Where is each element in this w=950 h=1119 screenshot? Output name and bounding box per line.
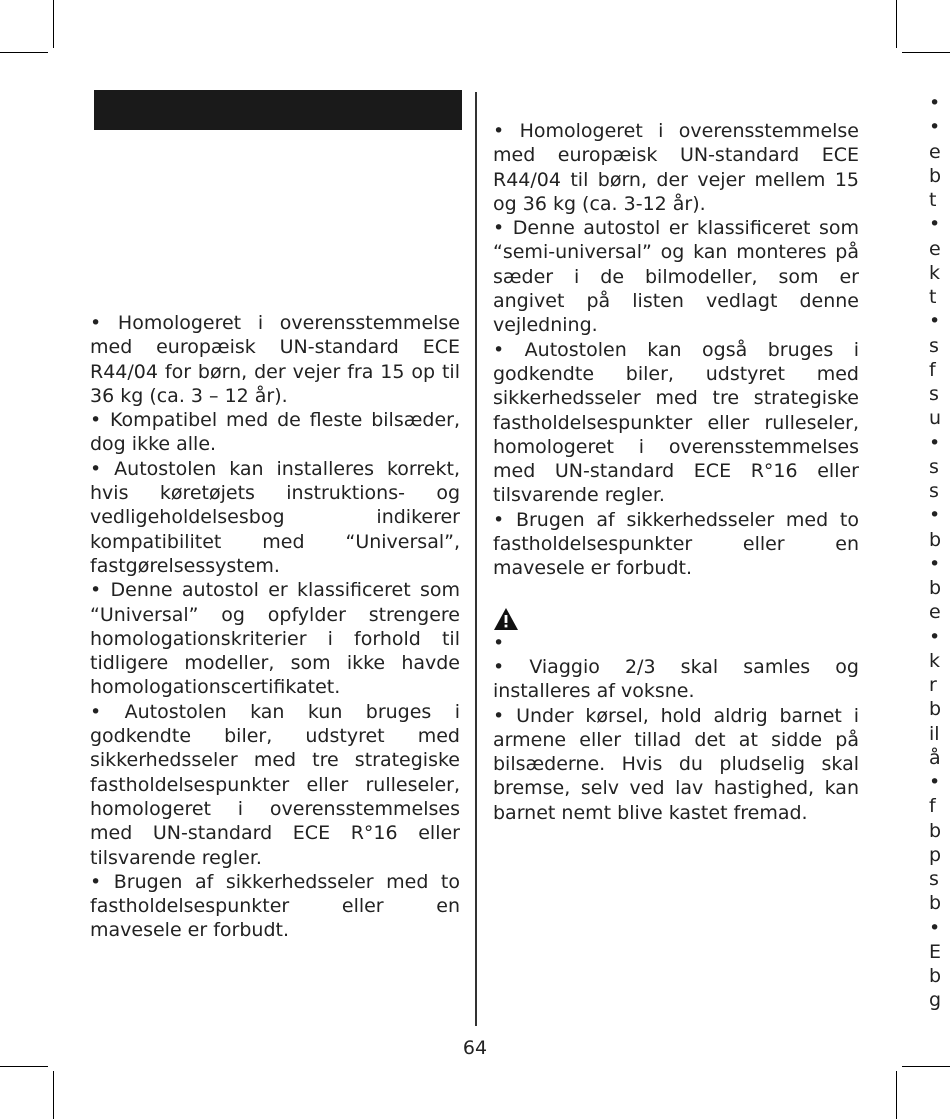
edge-line: • — [929, 431, 941, 454]
edge-line: k — [929, 649, 941, 672]
edge-line: • — [929, 771, 941, 793]
edge-line: e — [929, 140, 941, 163]
edge-line: • — [929, 116, 941, 139]
edge-line: s — [929, 480, 939, 502]
edge-line: b — [929, 965, 942, 987]
column-divider — [475, 92, 477, 1026]
assembly-note: • Viaggio 2/3 skal samles og installeres af voksne. — [493, 655, 859, 703]
edge-line: • — [929, 552, 941, 575]
right-paragraph-4: • Brugen af sikkerhedsseler med to fastholdelsespunkter eller en mavesele er forbudt. — [493, 508, 859, 580]
left-column — [90, 311, 460, 943]
warning-triangle-icon — [493, 607, 859, 631]
crop-mark-bottom-right-h — [902, 1066, 950, 1067]
edge-line: å — [929, 746, 941, 769]
next-page-edge-text — [929, 91, 950, 1013]
edge-line: b — [929, 577, 942, 599]
edge-line: • — [929, 213, 941, 236]
edge-line: b — [929, 698, 942, 721]
edge-line: f — [929, 358, 936, 381]
right-column — [493, 119, 859, 825]
left-paragraph-3: • Autostolen kan installeres korrekt, hvis køretøjets instruktions- og vedligeholdelsesbog indikerer kompatibilitet med “Universal”, fastgørelsessystem. — [90, 457, 460, 577]
edge-line: b — [929, 164, 942, 187]
edge-line: p — [929, 843, 942, 866]
edge-line: b — [929, 819, 942, 842]
edge-line: • — [929, 916, 941, 939]
edge-line: E — [929, 940, 942, 963]
edge-line: • — [929, 625, 941, 648]
edge-line: s — [929, 455, 939, 478]
crop-mark-bottom-left-h — [0, 1066, 48, 1067]
section-header-bar — [94, 90, 462, 130]
edge-line: • — [929, 92, 941, 114]
edge-line: b — [929, 528, 942, 551]
edge-line: r — [929, 674, 937, 696]
edge-line: b — [929, 892, 942, 915]
edge-line: • — [929, 310, 941, 333]
edge-line: il — [929, 722, 940, 745]
edge-line: s — [929, 868, 939, 890]
crop-mark-bottom-left-v — [53, 1071, 54, 1119]
left-paragraph-2: • Kompatibel med de fleste bilsæder, dog ikke alle. — [90, 409, 460, 456]
edge-line: e — [929, 237, 941, 260]
edge-line: • — [929, 504, 941, 527]
crop-mark-bottom-right-v — [896, 1071, 897, 1119]
left-paragraph-5: • Autostolen kan kun bruges i godkendte biler, udstyret med sikkerhedsseler med tre strategiske fastholdelsespunkter eller rulleseler, homologeret i overensstemmelses med UN-standard ECE R°16 eller tilsvarende regler. — [90, 700, 460, 869]
right-paragraph-2: • Denne autostol er klassificeret som “semi-universal” og kan monteres på sæder i de bilmodeller, som er angivet på listen vedlagt denne vejledning. — [493, 217, 859, 337]
edge-line: u — [929, 407, 942, 430]
edge-line: t — [929, 286, 937, 308]
left-paragraph-6: • Brugen af sikkerhedsseler med to fastholdelsespunkter eller en mavesele er forbudt. — [90, 870, 460, 942]
left-paragraph-4: • Denne autostol er klassificeret som “Universal” og opfylder strengere homologationskriterier i forhold til tidligere modeller, som ikke havde homologationscertifikatet. — [90, 579, 460, 699]
warning-bullet: • — [493, 631, 505, 654]
crop-mark-top-right-v — [896, 0, 897, 48]
edge-line: s — [929, 334, 939, 357]
edge-line: s — [929, 383, 939, 405]
crop-mark-top-right-h — [902, 52, 950, 53]
right-paragraph-3: • Autostolen kan også bruges i godkendte biler, udstyret med sikkerhedsseler med tre strategiske fastholdelsespunkter eller rulleseler, homologeret i overensstemmelses med UN-standard ECE R°16 eller tilsvarende regler. — [493, 338, 859, 507]
edge-line: k — [929, 261, 941, 284]
crop-mark-top-left-v — [53, 0, 54, 48]
page-number: 64 — [462, 1037, 488, 1059]
edge-line: t — [929, 189, 937, 211]
right-paragraph-1: • Homologeret i overensstemmelse med europæisk UN-standard ECE R44/04 til børn, der vejer mellem 15 og 36 kg (ca. 3-12 år). — [493, 120, 859, 215]
edge-line: e — [929, 601, 941, 624]
driving-note: • Under kørsel, hold aldrig barnet i armene eller tillad det at sidde på bilsæderne. Hvis du pludselig skal bremse, selv ved lav hastighed, kan barnet nemt blive kastet fremad. — [493, 704, 859, 824]
crop-mark-top-left-h — [0, 52, 48, 53]
left-paragraph-1: • Homologeret i overensstemmelse med europæisk UN-standard ECE R44/04 for børn, der vejer fra 15 op til 36 kg (ca. 3 – 12 år). — [90, 312, 460, 407]
edge-line: f — [929, 795, 936, 818]
edge-line: g — [929, 989, 942, 1012]
